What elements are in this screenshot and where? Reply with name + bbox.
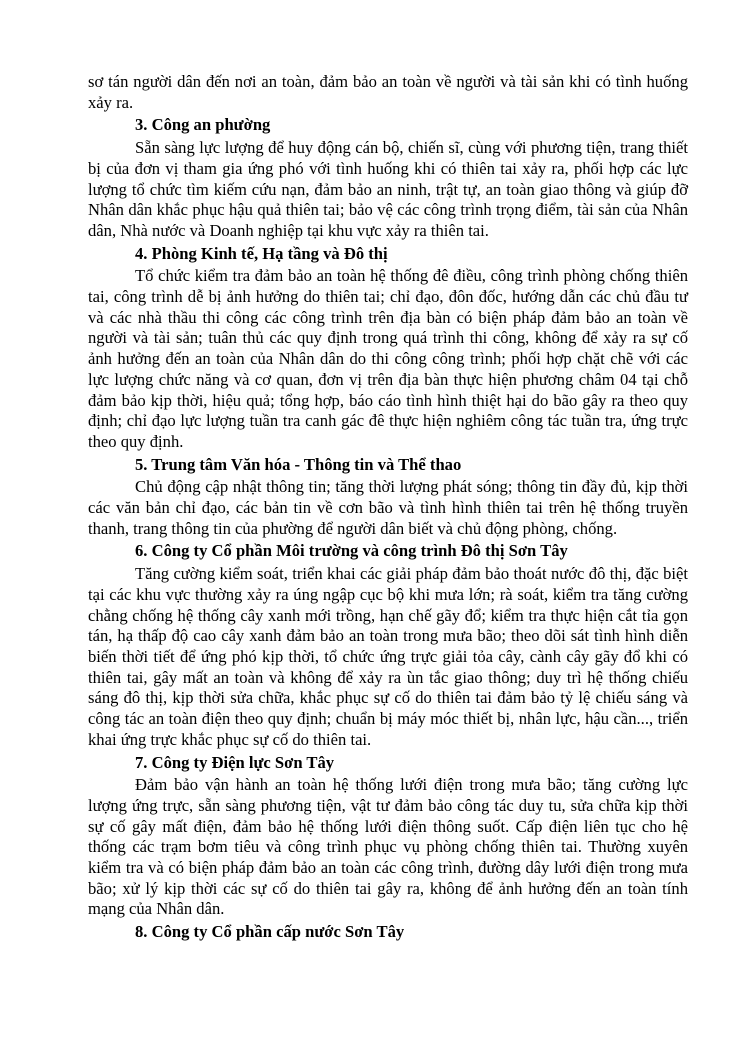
section-heading-cong-ty-dien-luc: 7. Công ty Điện lực Sơn Tây	[135, 752, 335, 772]
section-body-cong-an-phuong: Sẵn sàng lực lượng để huy động cán bộ, chiến sĩ, cùng với phương tiện, trang thiết bị của đơn vị tham gia ứng phó với tình huống khi có thiên tai xảy ra, phối hợp các lực lượng tổ chức tìm kiếm cứu nạn, đảm bảo an ninh, trật tự, an toàn giao thông và giúp đỡ Nhân dân khắc phục hậu quả thiên tai; bảo vệ các công trình trọng điểm, tài sản của Nhân dân, Nhà nước và Doanh nghiệp tại khu vực xảy ra thiên tai.	[88, 138, 688, 240]
section-heading-cong-ty-cap-nuoc: 8. Công ty Cổ phần cấp nước Sơn Tây	[135, 922, 405, 942]
intro-continuation-paragraph: sơ tán người dân đến nơi an toàn, đảm bảo an toàn về người và tài sản khi có tình huống xảy ra.	[88, 72, 688, 112]
section-body-phong-kinh-te: Tổ chức kiểm tra đảm bảo an toàn hệ thống đê điều, công trình phòng chống thiên tai, công trình dễ bị ảnh hưởng do thiên tai; chỉ đạo, đôn đốc, hướng dẫn các chủ đầu tư và các nhà thầu thi công các công trình trên địa bàn có biện pháp đảm bảo an toàn về người và tài sản; tuân thủ các quy định trong quá trình thi công, không để xảy ra sự cố ảnh hưởng đến an toàn của Nhân dân do thi công công trình; phối hợp chặt chẽ với các lực lượng chức năng và cơ quan, đơn vị trên địa bàn thực hiện phương châm 04 tại chỗ đảm bảo kịp thời, hiệu quả; tổng hợp, báo cáo tình hình thiệt hại do bão gây ra theo quy định; chỉ đạo lực lượng tuần tra canh gác đê thực hiện nghiêm công tác tuần tra, ứng trực theo quy định.	[88, 266, 688, 451]
section-body-cong-ty-moi-truong: Tăng cường kiểm soát, triển khai các giải pháp đảm bảo thoát nước đô thị, đặc biệt tại các khu vực thường xảy ra úng ngập cục bộ khi mưa lớn; rà soát, kiểm tra tăng cường chằng chống hệ thống cây xanh mới trồng, hạn chế gãy đổ; kiểm tra thực hiện cắt tỉa gọn tán, hạ thấp độ cao cây xanh đảm bảo an toàn trong mưa bão; theo dõi sát tình hình diễn biến thời tiết để ứng phó kịp thời, tổ chức ứng trực giải tỏa cây, cành cây gãy đổ khi có thiên tai, gây mất an toàn và không để xảy ra ùn tắc giao thông; duy trì hệ thống chiếu sáng đô thị, kịp thời sửa chữa, khắc phục sự cố do thiên tai đảm bảo tỷ lệ chiếu sáng và công tác an toàn điện theo quy định; chuẩn bị máy móc thiết bị, nhân lực, hậu cần..., triển khai ứng trực khắc phục sự cố do thiên tai.	[88, 564, 688, 749]
section-body-cong-ty-dien-luc: Đảm bảo vận hành an toàn hệ thống lưới điện trong mưa bão; tăng cường lực lượng ứng trực, sẵn sàng phương tiện, vật tư đảm bảo công tác duy tu, sửa chữa kịp thời sự cố gây mất điện, đảm bảo hệ thống lưới điện thông suốt. Cấp điện liên tục cho hệ thống các trạm bơm tiêu và công trình phục vụ phòng chống thiên tai. Thường xuyên kiểm tra và có biện pháp đảm bảo an toàn các công trình, đường dây lưới điện trong mưa bão; xử lý kịp thời các sự cố do thiên tai gây ra, không để ảnh hưởng đến an toàn tính mạng của Nhân dân.	[88, 775, 688, 919]
section-body-trung-tam-van-hoa: Chủ động cập nhật thông tin; tăng thời lượng phát sóng; thông tin đầy đủ, kịp thời các văn bản chỉ đạo, các bản tin về cơn bão và tình hình thiên tai trên hệ thống truyền thanh, trang thông tin của phường để người dân biết và chủ động phòng, chống.	[88, 477, 688, 538]
document-page	[88, 72, 688, 945]
section-heading-trung-tam-van-hoa: 5. Trung tâm Văn hóa - Thông tin và Thể thao	[135, 454, 462, 474]
section-heading-cong-an-phuong: 3. Công an phường	[135, 115, 271, 135]
section-heading-phong-kinh-te: 4. Phòng Kinh tế, Hạ tầng và Đô thị	[135, 243, 388, 263]
section-heading-cong-ty-moi-truong: 6. Công ty Cổ phần Môi trường và công trình Đô thị Sơn Tây	[135, 541, 568, 561]
